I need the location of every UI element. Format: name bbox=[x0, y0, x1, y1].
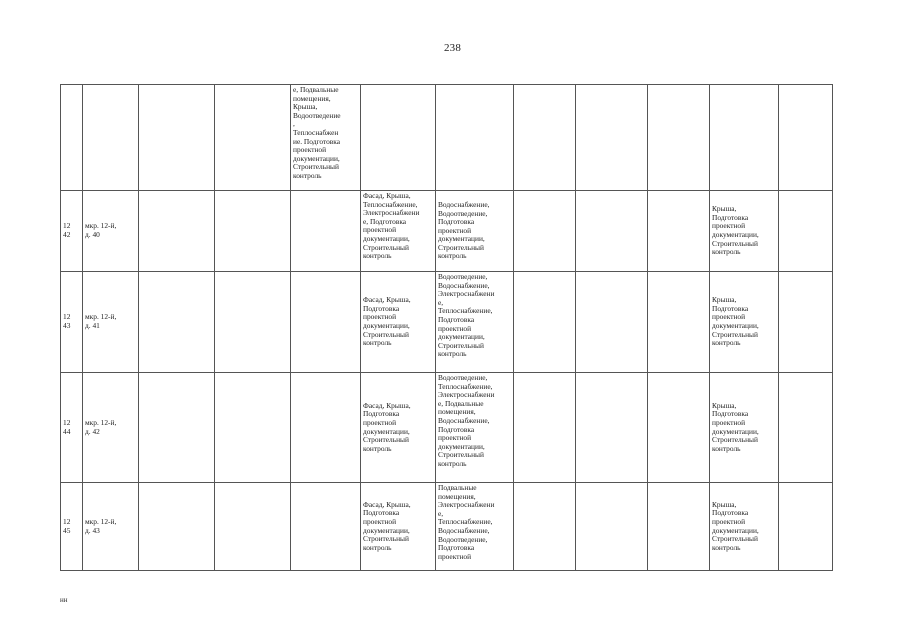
row-number-cell: 12 45 bbox=[61, 483, 83, 571]
address-cell: мкр. 12-й, д. 43 bbox=[83, 483, 139, 571]
works-cell: Подвальные помещения, Электроснабжени е, Теплоснабжение, Водоснабжение, Водоотведение, Подготовка проектной bbox=[436, 483, 514, 571]
page-number: 238 bbox=[443, 42, 462, 54]
works-cell: Крыша, Подготовка проектной документации, Строительный контроль bbox=[710, 272, 779, 373]
works-cell: Крыша, Подготовка проектной документации, Строительный контроль bbox=[710, 191, 779, 272]
works-cell: Фасад, Крыша, Подготовка проектной документации, Строительный контроль bbox=[361, 272, 436, 373]
works-cell: Водоснабжение, Водоотведение, Подготовка проектной документации, Строительный контроль bbox=[436, 191, 514, 272]
table-row bbox=[61, 483, 833, 571]
works-cell bbox=[291, 191, 361, 272]
works-cell: Фасад, Крыша, Подготовка проектной документации, Строительный контроль bbox=[361, 483, 436, 571]
works-cell bbox=[361, 85, 436, 191]
empty-cell bbox=[779, 483, 833, 571]
empty-cell bbox=[779, 85, 833, 191]
address-cell: мкр. 12-й, д. 40 bbox=[83, 191, 139, 272]
works-cell: е, Подвальные помещения, Крыша, Водоотведение , Теплоснабжен ие. Подготовка проектной документации, Строительный контроль bbox=[291, 85, 361, 191]
works-cell bbox=[436, 85, 514, 191]
empty-cell bbox=[576, 272, 648, 373]
empty-cell bbox=[779, 191, 833, 272]
empty-cell bbox=[215, 483, 291, 571]
empty-cell bbox=[215, 191, 291, 272]
address-cell bbox=[83, 85, 139, 191]
row-number-cell: 12 44 bbox=[61, 373, 83, 483]
empty-cell bbox=[514, 272, 576, 373]
empty-cell bbox=[514, 85, 576, 191]
empty-cell bbox=[779, 373, 833, 483]
empty-cell bbox=[648, 191, 710, 272]
table-row bbox=[61, 191, 833, 272]
works-table bbox=[60, 84, 833, 571]
row-number-cell bbox=[61, 85, 83, 191]
empty-cell bbox=[215, 373, 291, 483]
empty-cell bbox=[514, 373, 576, 483]
empty-cell bbox=[648, 373, 710, 483]
empty-cell bbox=[779, 272, 833, 373]
works-cell bbox=[710, 85, 779, 191]
table-row bbox=[61, 373, 833, 483]
row-number-cell: 12 43 bbox=[61, 272, 83, 373]
table-row bbox=[61, 85, 833, 191]
table-row bbox=[61, 272, 833, 373]
empty-cell bbox=[139, 272, 215, 373]
empty-cell bbox=[514, 483, 576, 571]
empty-cell bbox=[576, 373, 648, 483]
works-cell: Фасад, Крыша, Теплоснабжение, Электроснабжени е, Подготовка проектной документации, Строительный контроль bbox=[361, 191, 436, 272]
works-cell: Фасад, Крыша, Подготовка проектной документации, Строительный контроль bbox=[361, 373, 436, 483]
works-cell bbox=[291, 483, 361, 571]
address-cell: мкр. 12-й, д. 42 bbox=[83, 373, 139, 483]
empty-cell bbox=[139, 85, 215, 191]
works-cell: Водоотведение, Теплоснабжение, Электроснабжени е, Подвальные помещения, Водоснабжение, Подготовка проектной документации, Строительный контроль bbox=[436, 373, 514, 483]
empty-cell bbox=[576, 191, 648, 272]
empty-cell bbox=[648, 85, 710, 191]
empty-cell bbox=[576, 85, 648, 191]
empty-cell bbox=[215, 85, 291, 191]
empty-cell bbox=[139, 483, 215, 571]
empty-cell bbox=[648, 272, 710, 373]
works-cell: Водоотведение, Водоснабжение, Электроснабжени е, Теплоснабжение, Подготовка проектной документации, Строительный контроль bbox=[436, 272, 514, 373]
works-cell bbox=[291, 272, 361, 373]
empty-cell bbox=[139, 373, 215, 483]
empty-cell bbox=[139, 191, 215, 272]
address-cell: мкр. 12-й, д. 41 bbox=[83, 272, 139, 373]
empty-cell bbox=[576, 483, 648, 571]
empty-cell bbox=[514, 191, 576, 272]
works-cell: Крыша, Подготовка проектной документации, Строительный контроль bbox=[710, 373, 779, 483]
works-cell bbox=[291, 373, 361, 483]
works-cell: Крыша, Подготовка проектной документации, Строительный контроль bbox=[710, 483, 779, 571]
empty-cell bbox=[648, 483, 710, 571]
row-number-cell: 12 42 bbox=[61, 191, 83, 272]
empty-cell bbox=[215, 272, 291, 373]
footer-mark: нн bbox=[60, 596, 68, 604]
